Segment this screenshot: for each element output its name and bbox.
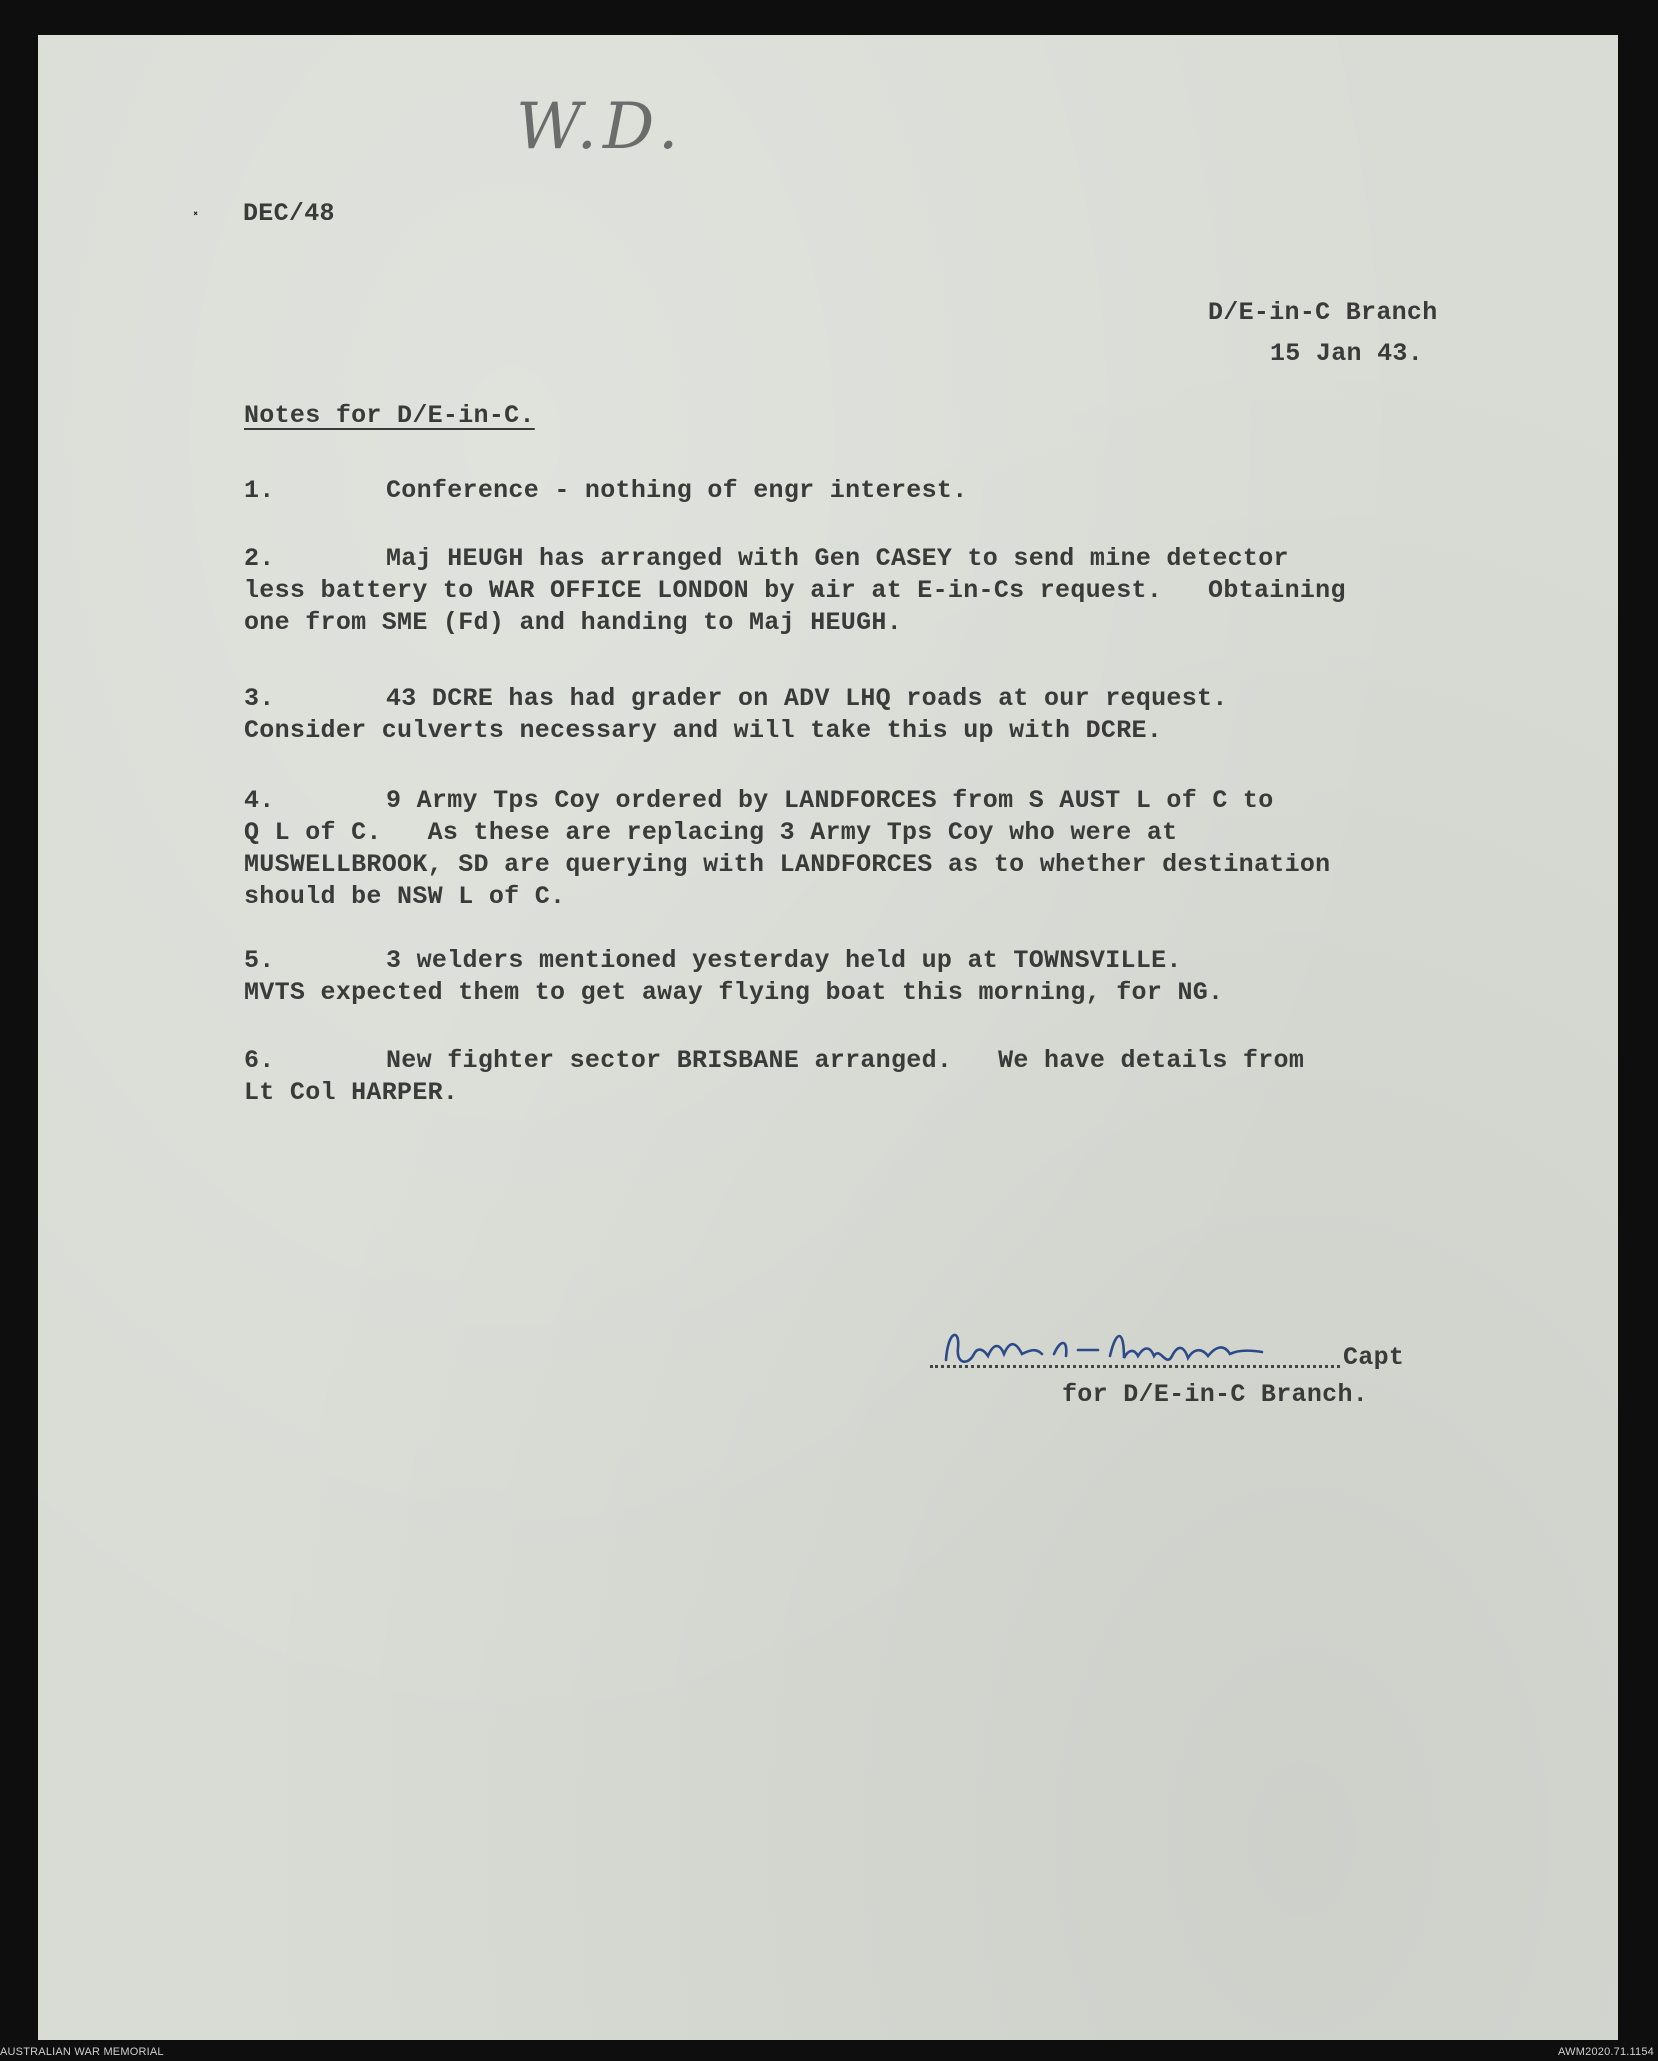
paragraph-number: 2. xyxy=(244,544,275,573)
paragraph-number: 4. xyxy=(244,786,275,815)
document-date: 15 Jan 43. xyxy=(1270,339,1424,368)
footer-accession-number: AWM2020.71.1154 xyxy=(1558,2046,1654,2058)
signature-dotted-line xyxy=(930,1365,1340,1368)
paragraph-2-line-3: one from SME (Fd) and handing to Maj HEUGH. xyxy=(244,608,903,637)
paragraph-3-line-2: Consider culverts necessary and will take this up with DCRE. xyxy=(244,716,1163,745)
paragraph-4-line-2: Q L of C. As these are replacing 3 Army Tps Coy who were at xyxy=(244,818,1178,847)
paragraph-2-line-2: less battery to WAR OFFICE LONDON by air at E-in-Cs request. Obtaining xyxy=(244,576,1346,605)
paragraph-4-line-4: should be NSW L of C. xyxy=(244,882,566,911)
paragraph-number: 5. xyxy=(244,946,275,975)
paragraph-number: 1. xyxy=(244,476,275,505)
ink-speck: ⸼ xyxy=(194,192,200,217)
reference-number: DEC/48 xyxy=(243,199,335,228)
signatory-rank: Capt xyxy=(1343,1343,1405,1372)
branch-name: D/E-in-C Branch xyxy=(1208,298,1438,327)
paragraph-4-line-3: MUSWELLBROOK, SD are querying with LANDFORCES as to whether destination xyxy=(244,850,1331,879)
paragraph-number: 6. xyxy=(244,1046,275,1075)
paragraph-3-line-1: 3. 43 DCRE has had grader on ADV LHQ roads at our request. xyxy=(244,684,1228,713)
document-heading: Notes for D/E-in-C. xyxy=(244,401,535,430)
paragraph-number: 3. xyxy=(244,684,275,713)
signature-for-line: for D/E-in-C Branch. xyxy=(1062,1380,1369,1409)
document-page xyxy=(38,35,1618,2040)
paragraph-5-line-2: MVTS expected them to get away flying boat this morning, for NG. xyxy=(244,978,1224,1007)
paragraph-6-line-2: Lt Col HARPER. xyxy=(244,1078,459,1107)
paragraph-1-line-1: 1. Conference - nothing of engr interest. xyxy=(244,476,968,505)
paragraph-2-line-1: 2. Maj HEUGH has arranged with Gen CASEY to send mine detector xyxy=(244,544,1289,573)
paragraph-5-line-1: 5. 3 welders mentioned yesterday held up at TOWNSVILLE. xyxy=(244,946,1182,975)
handwritten-note: W.D. xyxy=(516,90,685,164)
footer-institution: AUSTRALIAN WAR MEMORIAL xyxy=(0,2046,164,2058)
paragraph-6-line-1: 6. New fighter sector BRISBANE arranged. We have details from xyxy=(244,1046,1305,1075)
paragraph-4-line-1: 4. 9 Army Tps Coy ordered by LANDFORCES from S AUST L of C to xyxy=(244,786,1274,815)
signature xyxy=(938,1320,1298,1380)
